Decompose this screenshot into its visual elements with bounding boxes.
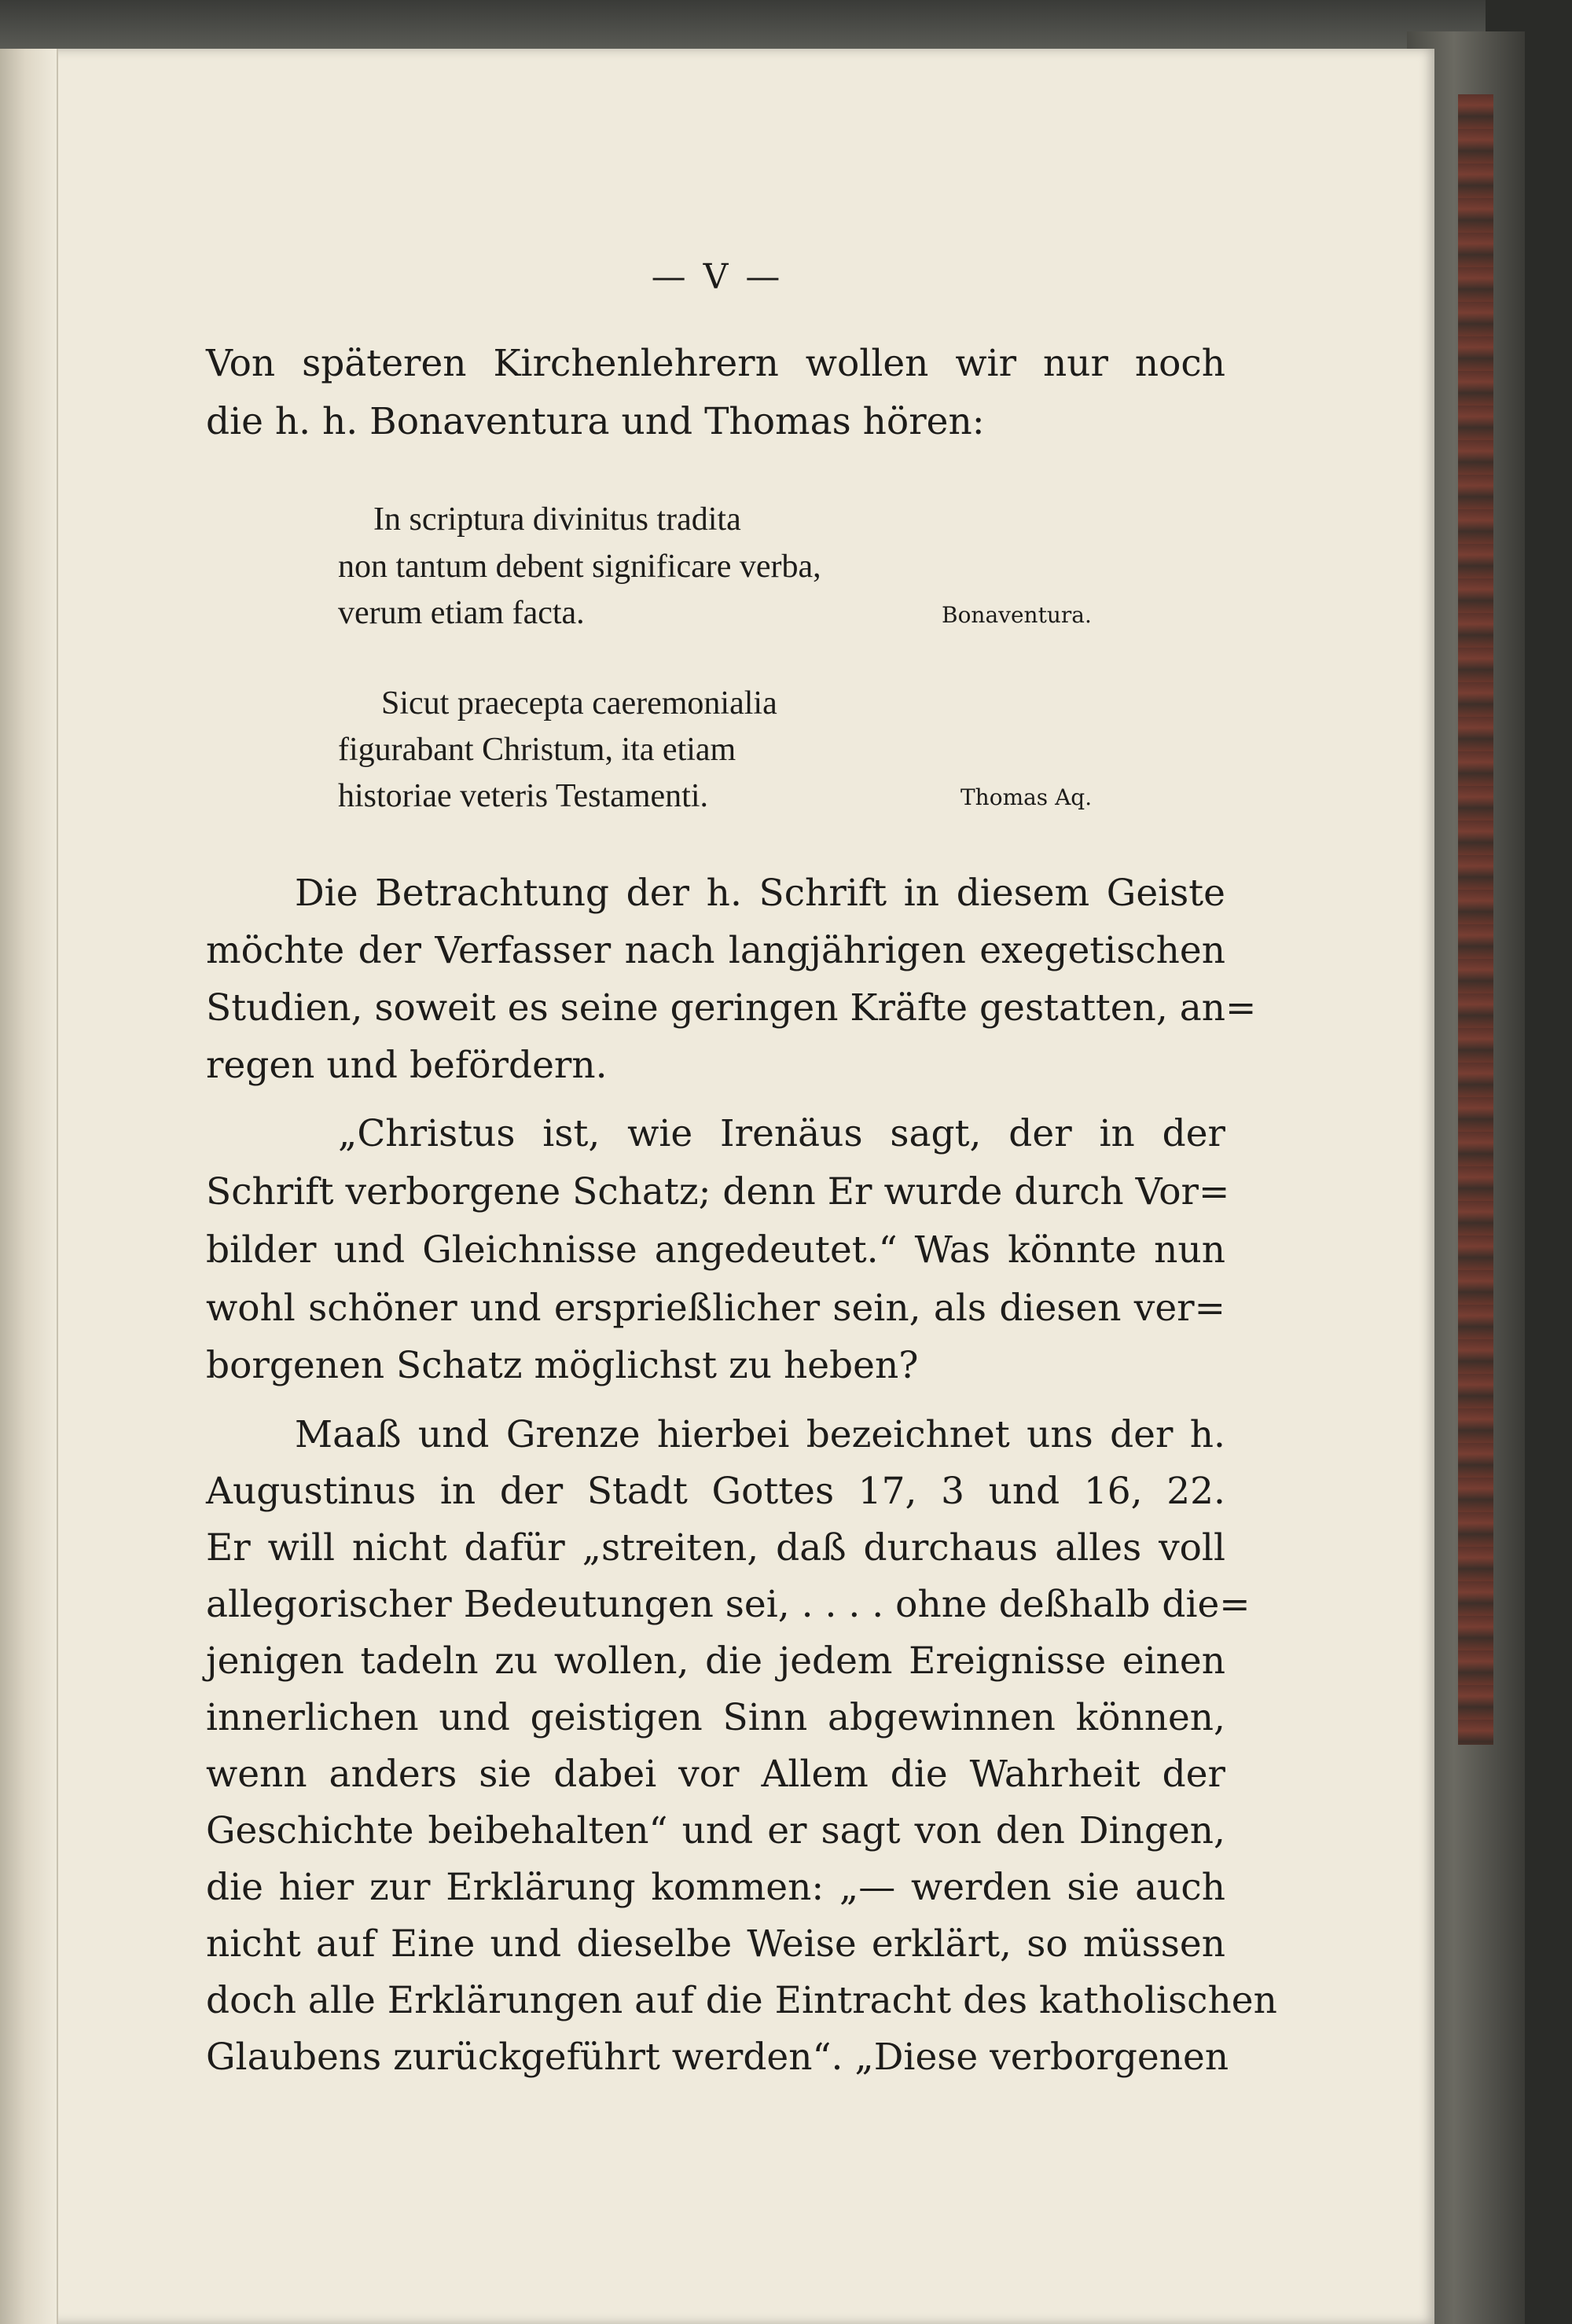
text-line: Glaubens zurückgeführt werden“. „Diese verborgenen <box>206 2036 1229 2079</box>
text-line: doch alle Erklärungen auf die Eintracht des katholischen <box>206 1979 1277 2022</box>
text-line: die hier zur Erklärung kommen: „— werden sie auch <box>206 1866 1225 1909</box>
text-line: borgenen Schatz möglichst zu heben? <box>206 1344 919 1387</box>
quote-author: Thomas Aq. <box>960 784 1093 810</box>
text-line: Die Betrachtung der h. Schrift in diesem Geiste <box>295 872 1225 915</box>
book-page <box>0 49 1434 2324</box>
latin-quote-line: verum etiam facta. <box>338 595 585 631</box>
text-line: regen und befördern. <box>206 1044 608 1087</box>
book-binding <box>1458 94 1493 1745</box>
text-line: Von späteren Kirchenlehrern wollen wir nur noch <box>206 342 1225 385</box>
text-line: wenn anders sie dabei vor Allem die Wahrheit der <box>206 1753 1225 1796</box>
text-line: Augustinus in der Stadt Gottes 17, 3 und 16, 22. <box>206 1470 1225 1513</box>
text-line: „Christus ist, wie Irenäus sagt, der in der <box>338 1112 1225 1155</box>
text-line: bilder und Gleichnisse angedeutet.“ Was könnte nun <box>206 1228 1225 1272</box>
latin-quote-line: In scriptura divinitus tradita <box>373 501 741 538</box>
text-line: die h. h. Bonaventura und Thomas hören: <box>206 400 985 443</box>
page-number: — V — <box>651 257 784 297</box>
text-line: allegorischer Bedeutungen sei, . . . . ohne deßhalb die= <box>206 1583 1251 1626</box>
text-line: nicht auf Eine und dieselbe Weise erklärt, so müssen <box>206 1922 1225 1966</box>
latin-quote-line: non tantum debent significare verba, <box>338 549 821 585</box>
quote-author: Bonaventura. <box>942 602 1092 628</box>
text-line: wohl schöner und ersprießlicher sein, als diesen ver= <box>206 1287 1225 1330</box>
text-line: Maaß und Grenze hierbei bezeichnet uns der h. <box>295 1413 1225 1456</box>
page-fold-shadow <box>0 49 58 2324</box>
latin-quote-line: figurabant Christum, ita etiam <box>338 732 736 768</box>
text-line: Studien, soweit es seine geringen Kräfte gestatten, an= <box>206 986 1257 1030</box>
latin-quote-line: historiae veteris Testamenti. <box>338 778 708 814</box>
text-line: innerlichen und geistigen Sinn abgewinnen können, <box>206 1696 1225 1739</box>
text-line: Schrift verborgene Schatz; denn Er wurde durch Vor= <box>206 1170 1230 1213</box>
book-cover-top <box>0 0 1486 55</box>
text-line: Er will nicht dafür „streiten, daß durchaus alles voll <box>206 1526 1225 1570</box>
text-line: Geschichte beibehalten“ und er sagt von den Dingen, <box>206 1809 1225 1852</box>
text-line: möchte der Verfasser nach langjährigen exegetischen <box>206 929 1225 972</box>
latin-quote-line: Sicut praecepta caeremonialia <box>381 685 777 721</box>
text-line: jenigen tadeln zu wollen, die jedem Ereignisse einen <box>206 1639 1225 1683</box>
